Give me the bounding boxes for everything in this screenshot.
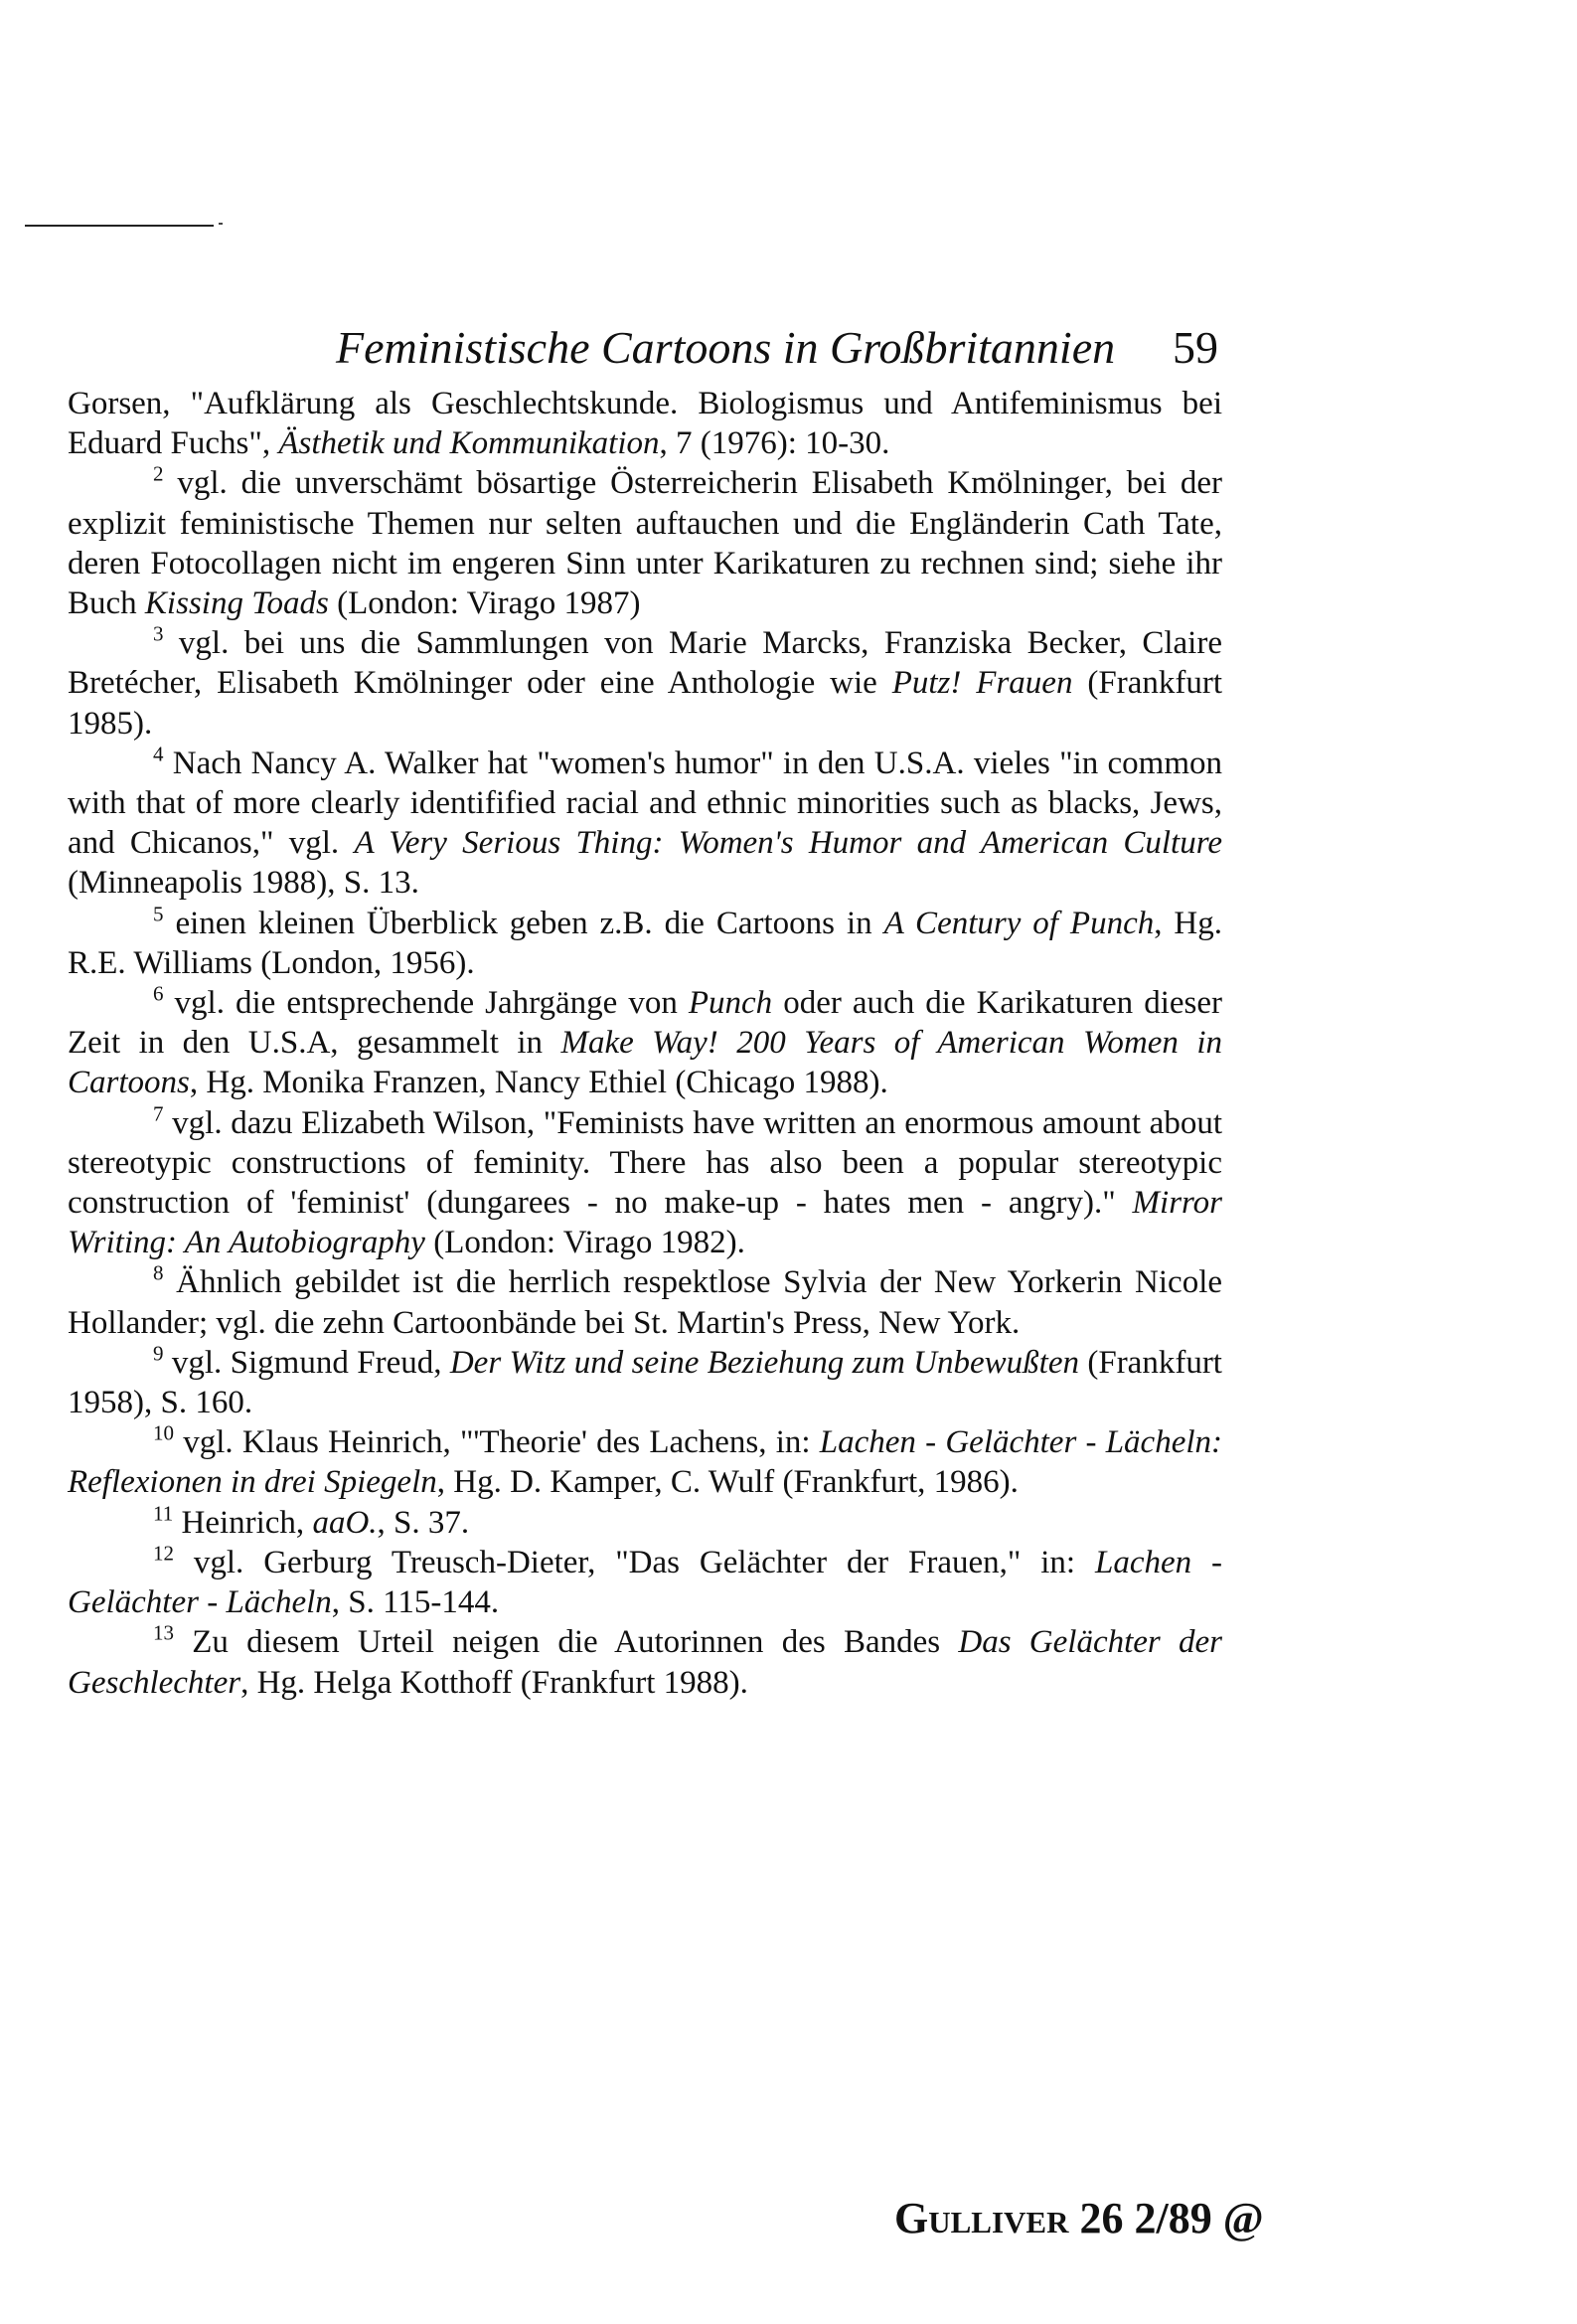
footnote-text-run: vgl. Klaus Heinrich, "'Theorie' des Lachens, in:	[183, 1424, 820, 1461]
footnote-10	[68, 1422, 1222, 1502]
footnote-text-run: Gorsen, "Aufklärung als Geschlechtskunde. Biologismus und Antifeminismus bei Eduard Fuchs",	[68, 386, 1222, 462]
footnote-9	[68, 1343, 1222, 1422]
footnote-text-run: einen kleinen Überblick geben z.B. die Cartoons in	[175, 905, 884, 941]
journal-footer	[894, 2193, 1264, 2243]
footnote-number: 8	[153, 1260, 164, 1285]
footnote-text-run: Heinrich,	[181, 1504, 313, 1541]
footnote-8	[68, 1262, 1222, 1342]
footnote-text-run: , S. 115-144.	[331, 1584, 500, 1621]
footnote-3	[68, 623, 1222, 744]
footnote-11	[68, 1503, 1222, 1543]
footnote-number: 6	[153, 981, 164, 1006]
footnote-text-run: Zu diesem Urteil neigen die Autorinnen des Bandes	[192, 1624, 959, 1661]
footnote-title-run: Punch	[688, 985, 773, 1022]
footnote-4	[68, 744, 1222, 904]
footnote-number: 10	[153, 1420, 174, 1445]
running-header	[336, 320, 1230, 376]
footnote-number: 13	[153, 1620, 174, 1645]
footnote-text-run: (Frankfurt 1958), S. 160.	[68, 1344, 1222, 1421]
footnote-title-run: Lachen - Gelächter - Lächeln	[68, 1544, 1223, 1621]
footnote-title-run: Putz! Frauen	[891, 665, 1073, 702]
footnote-13	[68, 1622, 1222, 1702]
footnote-number: 5	[153, 902, 164, 926]
footnote-title-run: Kissing Toads	[144, 585, 329, 622]
footnote-5	[68, 904, 1222, 983]
footnote-title-run: Der Witz und seine Beziehung zum Unbewußten	[449, 1344, 1079, 1381]
footnote-title-run: Das Gelächter der Geschlechter	[68, 1624, 1222, 1701]
footnote-title-run: aaO.	[312, 1504, 378, 1541]
footnote-number: 4	[153, 742, 164, 766]
footnote-number: 11	[153, 1501, 174, 1526]
footnote-number: 9	[153, 1341, 164, 1366]
footnote-2	[68, 463, 1222, 623]
footnotes	[68, 384, 1222, 1703]
footnote-number: 3	[153, 621, 164, 646]
footnote-7	[68, 1103, 1222, 1263]
footnote-text-run: (Frankfurt 1985).	[68, 665, 1222, 742]
footnote-text-run: vgl. bei uns die Sammlungen von Marie Marcks, Franziska Becker, Claire Bretécher, Elisabeth Kmölninger oder eine Anthologie wie	[68, 625, 1222, 702]
footnote-text-run: , Hg. Monika Franzen, Nancy Ethiel (Chicago 1988).	[189, 1065, 888, 1101]
footnote-continuation	[68, 384, 1222, 463]
footnote-12	[68, 1543, 1222, 1622]
top-rule-tick	[219, 223, 223, 225]
footnote-text-run: , Hg. R.E. Williams (London, 1956).	[68, 905, 1222, 981]
footnote-text-run: Nach Nancy A. Walker hat "women's humor" in den U.S.A. vieles "in common with that of more clearly identifified racial and ethnic minorities such as blacks, Jews, and Chicanos," vgl.	[68, 745, 1222, 862]
footnote-text-run: , Hg. Helga Kotthoff (Frankfurt 1988).	[240, 1664, 748, 1701]
footnote-text-run: vgl. Gerburg Treusch-Dieter, "Das Gelächter der Frauen," in:	[193, 1544, 1095, 1580]
footnote-text-run: (Minneapolis 1988), S. 13.	[68, 865, 419, 902]
footnote-text-run: , 7 (1976): 10-30.	[659, 425, 890, 462]
footnote-number: 7	[153, 1101, 164, 1126]
footnote-title-run: Lachen - Gelächter - Lächeln: Reflexionen in drei Spiegeln	[68, 1424, 1222, 1501]
journal-name: Gulliver	[894, 2194, 1069, 2242]
footnote-text-run: vgl. die unverschämt bösartige Österreicherin Elisabeth Kmölninger, bei der explizit feministische Themen nur selten auftauchen und die Engländerin Cath Tate, deren Fotocollagen nicht im engeren Sinn unter Karikaturen zu rechnen sind; siehe ihr Buch	[68, 465, 1222, 622]
footnote-number: 12	[153, 1541, 174, 1566]
footnote-text-run: vgl. dazu Elizabeth Wilson, "Feminists have written an enormous amount about stereotypic constructions of feminity. There has also been a popular stereotypic construction of 'feminist' (dungarees - no make-up - hates men - angry)."	[68, 1104, 1222, 1222]
journal-issue: 26 2/89 @	[1079, 2194, 1264, 2242]
footnote-title-run: A Very Serious Thing: Women's Humor and American Culture	[354, 825, 1222, 862]
running-title: Feministische Cartoons in Großbritannien	[336, 322, 1116, 373]
footnote-text-run: vgl. Sigmund Freud,	[171, 1344, 450, 1381]
footnote-text-run: Ähnlich gebildet ist die herrlich respektlose Sylvia der New Yorkerin Nicole Hollander; vgl. die zehn Cartoonbände bei St. Martin's Press, New York.	[68, 1264, 1223, 1341]
footnote-text-run: (London: Virago 1982).	[424, 1225, 745, 1261]
page-number: 59	[1173, 322, 1218, 373]
footnote-text-run: , S. 37.	[377, 1504, 470, 1541]
footnote-title-run: Ästhetik und Kommunikation	[278, 425, 660, 462]
footnote-title-run: A Century of Punch	[883, 905, 1155, 941]
footnote-number: 2	[153, 461, 164, 486]
footnote-title-run: Mirror Writing: An Autobiography	[68, 1185, 1222, 1261]
footnote-title-run: Make Way! 200 Years of American Women in Cartoons	[68, 1025, 1222, 1101]
footnote-text-run: (London: Virago 1987)	[328, 585, 641, 622]
footnote-6	[68, 983, 1222, 1103]
footnote-text-run: oder auch die Karikaturen dieser Zeit in den U.S.A, gesammelt in	[68, 985, 1222, 1062]
footnote-text-run: , Hg. D. Kamper, C. Wulf (Frankfurt, 1986).	[436, 1464, 1019, 1501]
footnote-text-run: vgl. die entsprechende Jahrgänge von	[174, 985, 689, 1022]
top-rule	[25, 225, 214, 227]
